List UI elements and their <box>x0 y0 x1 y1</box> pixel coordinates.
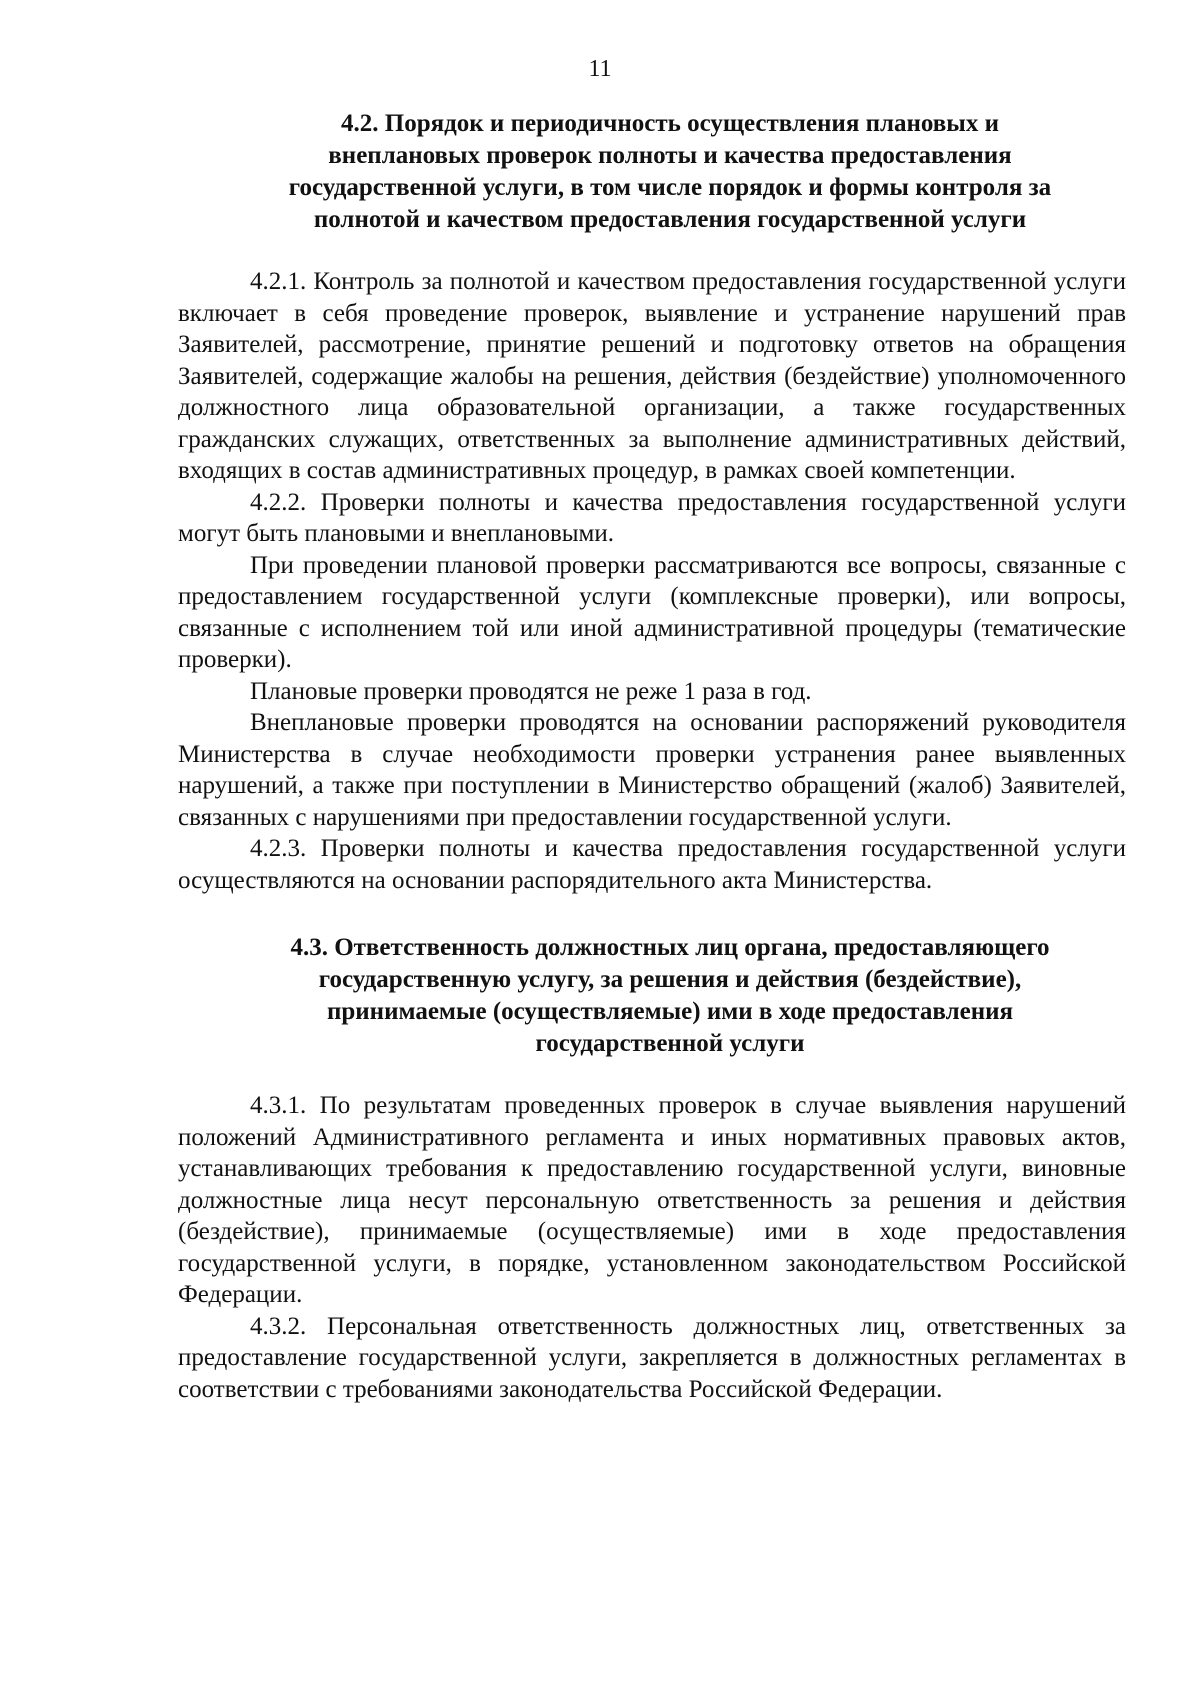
heading-line: внеплановых проверок полноты и качества предоставления <box>328 142 1012 169</box>
heading-line: полнотой и качеством предоставления государственной услуги <box>313 206 1027 233</box>
heading-line: государственной услуги, в том числе порядок и формы контроля за <box>288 174 1052 201</box>
heading-line: 4.2. Порядок и периодичность осуществления плановых и <box>341 110 999 137</box>
spacer <box>178 236 1126 266</box>
heading-line: 4.3. Ответственность должностных лиц органа, предоставляющего <box>290 934 1050 961</box>
paragraph-4-2-1: 4.2.1. Контроль за полнотой и качеством предоставления государственной услуги включает в себя проведение проверок, выявление и устранение нарушений прав Заявителей, рассмотрение, принятие решений и подготовку ответов на обращения Заявителей, содержащие жалобы на решения, действия (бездействие) уполномоченного должностного лица образовательной организации, а также государственных гражданских служащих, ответственных за выполнение административных действий, входящих в состав административных процедур, в рамках своей компетенции. <box>178 268 1126 484</box>
heading-line: принимаемые (осуществляемые) ими в ходе предоставления <box>326 998 1014 1025</box>
document-body <box>178 108 1126 1405</box>
section-heading-4-2 <box>178 108 1126 236</box>
paragraph-planned-checks-frequency: Плановые проверки проводятся не реже 1 раза в год. <box>250 677 812 705</box>
paragraph-4-3-2: 4.3.2. Персональная ответственность должностных лиц, ответственных за предоставление государственной услуги, закрепляется в должностных регламентах в соответствии с требованиями законодательства Российской Федерации. <box>178 1312 1126 1403</box>
heading-line: государственной услуги <box>535 1030 805 1057</box>
paragraph-4-3-1: 4.3.1. По результатам проведенных проверок в случае выявления нарушений положений Административного регламента и иных нормативных правовых актов, устанавливающих требования к предоставлению государственной услуги, виновные должностные лица несут персональную ответственность за решения и действия (бездействие), принимаемые (осуществляемые) ими в ходе предоставления государственной услуги, в порядке, установленном законодательством Российской Федерации. <box>178 1092 1126 1308</box>
page-number: 11 <box>588 56 612 82</box>
paragraph-4-2-2: 4.2.2. Проверки полноты и качества предоставления государственной услуги могут быть плановыми и внеплановыми. <box>178 488 1126 547</box>
paragraph-planned-checks-scope: При проведении плановой проверки рассматриваются все вопросы, связанные с предоставлением государственной услуги (комплексные проверки), или вопросы, связанные с исполнением той или иной административной процедуры (тематические проверки). <box>178 551 1126 673</box>
heading-line: государственную услугу, за решения и действия (бездействие), <box>318 966 1022 993</box>
paragraph-4-2-3: 4.2.3. Проверки полноты и качества предоставления государственной услуги осуществляются на основании распорядительного акта Министерства. <box>178 835 1126 894</box>
spacer <box>178 1060 1126 1090</box>
paragraph-unplanned-checks: Внеплановые проверки проводятся на основании распоряжений руководителя Министерства в случае необходимости проверки устранения ранее выявленных нарушений, а также при поступлении в Министерство обращений (жалоб) Заявителей, связанных с нарушениями при предоставлении государственной услуги. <box>178 709 1126 831</box>
section-heading-4-3 <box>178 932 1126 1060</box>
